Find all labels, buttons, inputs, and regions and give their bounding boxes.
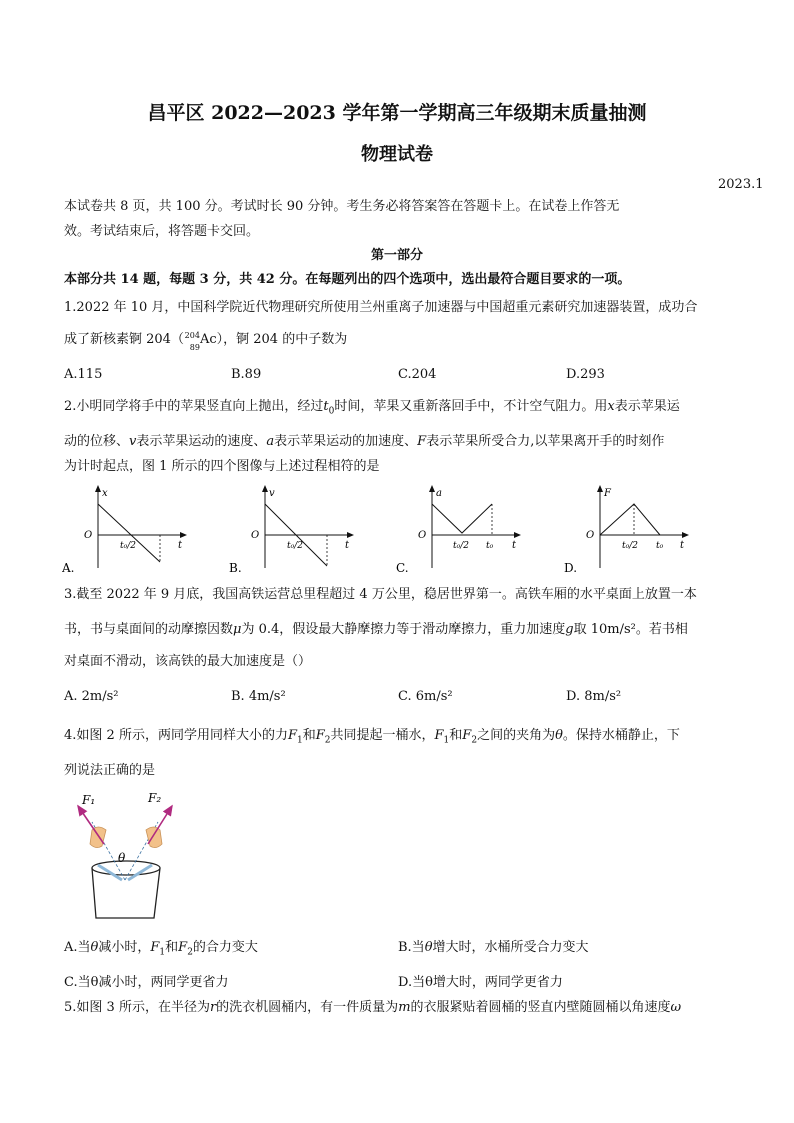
graph-b-half-tick: t₀/2 <box>287 541 303 551</box>
graph-a-label: A. <box>62 561 75 574</box>
q4-opt-a-and: 和 <box>165 940 179 955</box>
q4-text-c: 之间的夹角为 <box>477 728 556 743</box>
graph-c <box>396 482 526 574</box>
q1-option-b: B.89 <box>231 367 262 382</box>
graph-b <box>229 482 359 574</box>
q3-text-a: 书，书与桌面间的动摩擦因数 <box>64 622 234 637</box>
q2-line-2 <box>64 433 664 451</box>
q4-and-2: 和 <box>449 728 463 743</box>
graph-d-ylabel: F <box>604 488 611 499</box>
q1-option-d: D.293 <box>566 367 605 382</box>
var-omega: ω <box>670 1000 682 1015</box>
var-F1-b-subscript: 1 <box>443 735 450 746</box>
label-f1: F₁ <box>82 793 96 807</box>
q4-opt-a-F1: F <box>150 940 160 955</box>
var-x: x <box>607 399 615 414</box>
nuclide-scripts <box>184 330 200 352</box>
graph-d <box>564 482 694 574</box>
q3-line-2 <box>64 621 688 639</box>
q4-opt-b-theta: θ <box>424 940 433 955</box>
graph-c-label: C. <box>396 561 409 574</box>
graph-d-y-arrow <box>597 485 603 492</box>
q3-line-1: 3.截至 2022 年 9 月底，我国高铁运营总里程超过 4 万公里，稳居世界第一。高铁车厢的水平桌面上放置一本 <box>64 587 697 602</box>
graph-b-y-arrow <box>262 485 268 492</box>
q5-line-1 <box>64 999 681 1017</box>
q2-text-c: 表示苹果运 <box>614 399 680 414</box>
q4-option-a <box>64 939 258 962</box>
var-t: t <box>323 399 329 414</box>
q2-text-b: 时间，苹果又重新落回手中，不计空气阻力。用 <box>334 399 608 414</box>
nuclide-mass-number: 204 <box>184 330 200 340</box>
graph-d-label: D. <box>564 561 578 574</box>
var-theta: θ <box>555 728 563 743</box>
hand-right-icon <box>146 827 162 848</box>
q1-text-b: ），锕 204 的中子数为 <box>216 332 348 347</box>
graph-c-half-tick: t₀/2 <box>453 541 469 551</box>
graph-c-ylabel: a <box>436 488 442 499</box>
var-g: g <box>565 622 574 637</box>
q4-opt-a-F2-sub: 2 <box>187 947 193 958</box>
q2-text-g: 表示苹果所受合力,以苹果离开手的时刻作 <box>426 434 665 449</box>
graph-b-origin: O <box>251 530 260 541</box>
graph-a-y-arrow <box>95 485 101 492</box>
q4-option-c: C.当θ减小时，两同学更省力 <box>64 975 229 990</box>
instructions-line-2: 效。考试结束后，将答题卡交回。 <box>64 224 260 239</box>
q2-text-f: 表示苹果运动的加速度、 <box>274 434 418 449</box>
q4-option-b <box>398 939 589 957</box>
var-F1-subscript: 1 <box>296 735 303 746</box>
var-t-subscript: 0 <box>328 406 335 417</box>
q4-opt-a-theta: θ <box>90 940 99 955</box>
instructions-line-1: 本试卷共 8 页，共 100 分。考试时长 90 分钟。考生务必将答案答在答题卡上。在试卷上作答无 <box>64 199 620 214</box>
q4-option-d: D.当θ增大时，两同学更省力 <box>398 975 563 990</box>
var-F1: F <box>287 728 297 743</box>
label-f2: F₂ <box>148 791 162 805</box>
graph-c-y-arrow <box>429 485 435 492</box>
graph-b-t-arrow <box>347 532 354 538</box>
exam-title: 昌平区 2022—2023 学年第一学期高三年级期末质量抽测 <box>147 102 647 124</box>
q5-text-b: 的洗衣机圆桶内，有一件质量为 <box>216 1000 399 1015</box>
q4-text-a: 4.如图 2 所示，两同学用同样大小的力 <box>64 728 288 743</box>
graph-a-half-tick: t₀/2 <box>120 541 136 551</box>
part1-note: 本部分共 14 题，每题 3 分，共 42 分。在每题列出的四个选项中，选出最符合题目要求的一项。 <box>64 272 631 287</box>
var-mu: μ <box>233 622 242 637</box>
graph-b-t-label: t <box>345 540 350 551</box>
q4-opt-a-text-1: A.当 <box>64 940 91 955</box>
graph-c-origin: O <box>418 530 427 541</box>
graph-c-full-tick: t₀ <box>486 541 494 551</box>
var-F1-b: F <box>434 728 444 743</box>
q2-text-e: 表示苹果运动的速度、 <box>136 434 267 449</box>
q4-text-d: 。保持水桶静止，下 <box>562 728 680 743</box>
q5-text-a: 5.如图 3 所示，在半径为 <box>64 1000 210 1015</box>
q4-line-2: 列说法正确的是 <box>64 763 156 778</box>
exam-date: 2023.1 <box>718 177 764 192</box>
q3-text-c: 取 10m/s²。若书相 <box>573 622 688 637</box>
nuclide-symbol: Ac <box>199 332 217 347</box>
graph-a-t-arrow <box>180 532 187 538</box>
graph-d-origin: O <box>586 530 595 541</box>
q4-opt-b-text-2: 增大时，水桶所受合力变大 <box>432 940 589 955</box>
graph-a-ylabel: x <box>102 488 108 499</box>
q4-opt-a-text-2: 减小时， <box>98 940 151 955</box>
part1-heading: 第一部分 <box>370 248 423 263</box>
q3-option-c: C. 6m/s² <box>398 689 453 704</box>
figure-bucket <box>62 786 192 926</box>
q2-text-d: 动的位移、 <box>64 434 130 449</box>
graph-a <box>62 482 192 574</box>
var-F: F <box>417 434 427 449</box>
var-a: a <box>266 434 275 449</box>
graph-d-t-label: t <box>680 540 685 551</box>
graph-a-origin: O <box>84 530 93 541</box>
graph-d-half-tick: t₀/2 <box>622 541 638 551</box>
exam-subtitle: 物理试卷 <box>361 144 433 165</box>
var-F2-b: F <box>462 728 472 743</box>
q4-line-1 <box>64 727 680 750</box>
q3-text-b: 为 0.4，假设最大静摩擦力等于滑动摩擦力，重力加速度 <box>241 622 566 637</box>
graph-c-line <box>432 504 492 533</box>
label-theta: θ <box>118 851 126 865</box>
var-F2-b-subscript: 2 <box>471 735 478 746</box>
hand-left-icon <box>90 827 106 848</box>
q4-opt-a-text-3: 的合力变大 <box>192 940 258 955</box>
q2-line-1 <box>64 398 680 421</box>
q4-text-b: 共同提起一桶水， <box>330 728 435 743</box>
q1-line-2 <box>64 330 348 352</box>
q3-option-d: D. 8m/s² <box>566 689 622 704</box>
graph-b-ylabel: v <box>269 488 275 499</box>
q1-text-a: 成了新核素锕 204（ <box>64 332 184 347</box>
q4-opt-a-F2: F <box>178 940 188 955</box>
graph-d-line <box>600 504 660 535</box>
graph-c-t-label: t <box>512 540 517 551</box>
var-v: v <box>129 434 137 449</box>
graph-d-t-arrow <box>682 532 689 538</box>
q2-text-a: 2.小明同学将手中的苹果竖直向上抛出，经过 <box>64 399 324 414</box>
graph-c-t-arrow <box>514 532 521 538</box>
var-F2-subscript: 2 <box>324 735 331 746</box>
q3-line-3: 对桌面不滑动，该高铁的最大加速度是（） <box>64 654 312 669</box>
q5-text-c: 的衣服紧贴着圆桶的竖直内壁随圆桶以角速度 <box>410 1000 671 1015</box>
q1-option-a: A.115 <box>64 367 103 382</box>
q3-option-a: A. 2m/s² <box>64 689 119 704</box>
q1-option-c: C.204 <box>398 367 437 382</box>
q4-opt-b-text-1: B.当 <box>398 940 425 955</box>
graph-d-full-tick: t₀ <box>656 541 664 551</box>
graph-b-label: B. <box>229 561 242 574</box>
var-m: m <box>398 1000 411 1015</box>
q3-option-b: B. 4m/s² <box>231 689 286 704</box>
q1-line-1: 1.2022 年 10 月，中国科学院近代物理研究所使用兰州重离子加速器与中国超重元素研究加速器装置，成功合 <box>64 300 698 315</box>
q4-and-1: 和 <box>302 728 316 743</box>
graph-a-t-label: t <box>178 540 183 551</box>
q4-opt-a-F1-sub: 1 <box>159 947 166 958</box>
var-r: r <box>209 1000 217 1015</box>
nuclide-atomic-number: 89 <box>189 342 200 352</box>
q2-line-3: 为计时起点，图 1 所示的四个图像与上述过程相符的是 <box>64 459 380 474</box>
var-F2: F <box>315 728 325 743</box>
graph-a-line <box>98 504 160 562</box>
